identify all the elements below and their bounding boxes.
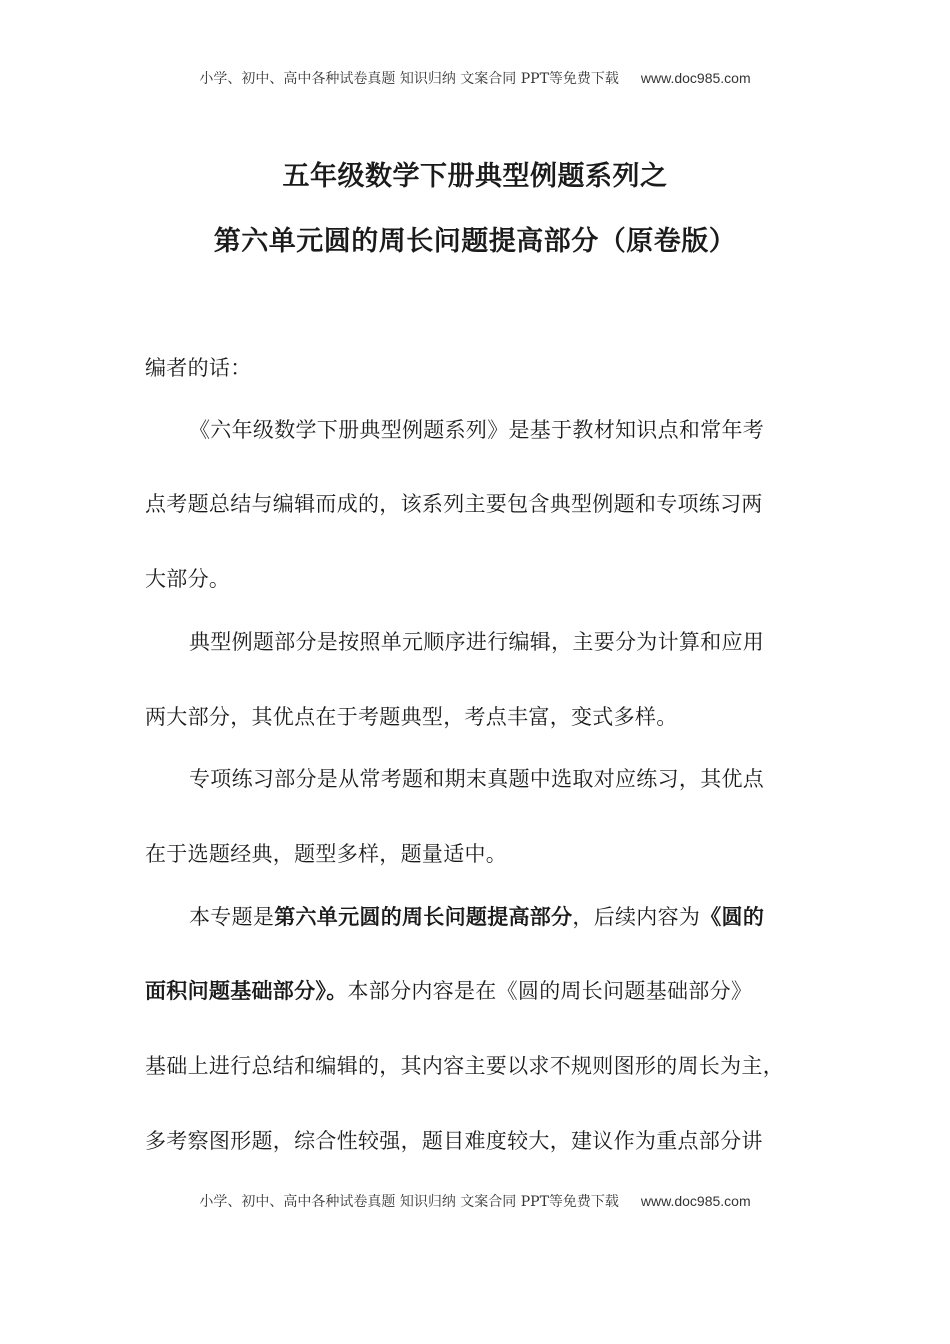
footer-site-link[interactable]: www.doc985.com <box>640 1193 751 1209</box>
header-text: 小学、初中、高中各种试卷真题 知识归纳 文案合同 PPT等免费下载 <box>199 71 619 87</box>
paragraph-1-line-1: 《六年级数学下册典型例题系列》是基于教材知识点和常年考 <box>189 418 765 442</box>
paragraph-4-text: 本专题是 <box>189 905 275 929</box>
paragraph-4-line-3: 基础上进行总结和编辑的，其内容主要以求不规则图形的周长为主， <box>145 1054 784 1078</box>
editor-note-label: 编者的话： <box>145 356 252 380</box>
page-header <box>0 68 950 88</box>
paragraph-1-line-3: 大部分。 <box>145 567 231 591</box>
paragraph-4-text: ，后续内容为 <box>572 905 701 929</box>
paragraph-4-line-1 <box>189 901 764 931</box>
paragraph-2-line-2: 两大部分，其优点在于考题典型，考点丰富，变式多样。 <box>145 705 678 729</box>
paragraph-2-line-1: 典型例题部分是按照单元顺序进行编辑，主要分为计算和应用 <box>189 630 765 654</box>
header-site-link[interactable]: www.doc985.com <box>640 70 751 86</box>
paragraph-4-bold-next-title: 面积问题基础部分》。 <box>145 979 348 1003</box>
footer-text: 小学、初中、高中各种试卷真题 知识归纳 文案合同 PPT等免费下载 <box>199 1194 619 1210</box>
document-title-line-1: 五年级数学下册典型例题系列之 <box>282 161 668 192</box>
paragraph-1-line-2: 点考题总结与编辑而成的，该系列主要包含典型例题和专项练习两 <box>145 492 763 516</box>
paragraph-4-text: 本部分内容是在《圆的周长问题基础部分》 <box>347 979 753 1003</box>
document-title-line-2: 第六单元圆的周长问题提高部分（原卷版） <box>213 226 737 257</box>
paragraph-4-bold-next-title: 《圆的 <box>700 905 765 929</box>
paragraph-3-line-2: 在于选题经典，题型多样，题量适中。 <box>145 842 508 866</box>
page-footer <box>0 1191 950 1211</box>
paragraph-4-bold-topic: 第六单元圆的周长问题提高部分 <box>274 905 573 929</box>
paragraph-4-line-4: 多考察图形题，综合性较强，题目难度较大，建议作为重点部分讲 <box>145 1129 763 1153</box>
paragraph-4-line-2 <box>145 975 752 1005</box>
paragraph-3-line-1: 专项练习部分是从常考题和期末真题中选取对应练习，其优点 <box>189 767 765 791</box>
